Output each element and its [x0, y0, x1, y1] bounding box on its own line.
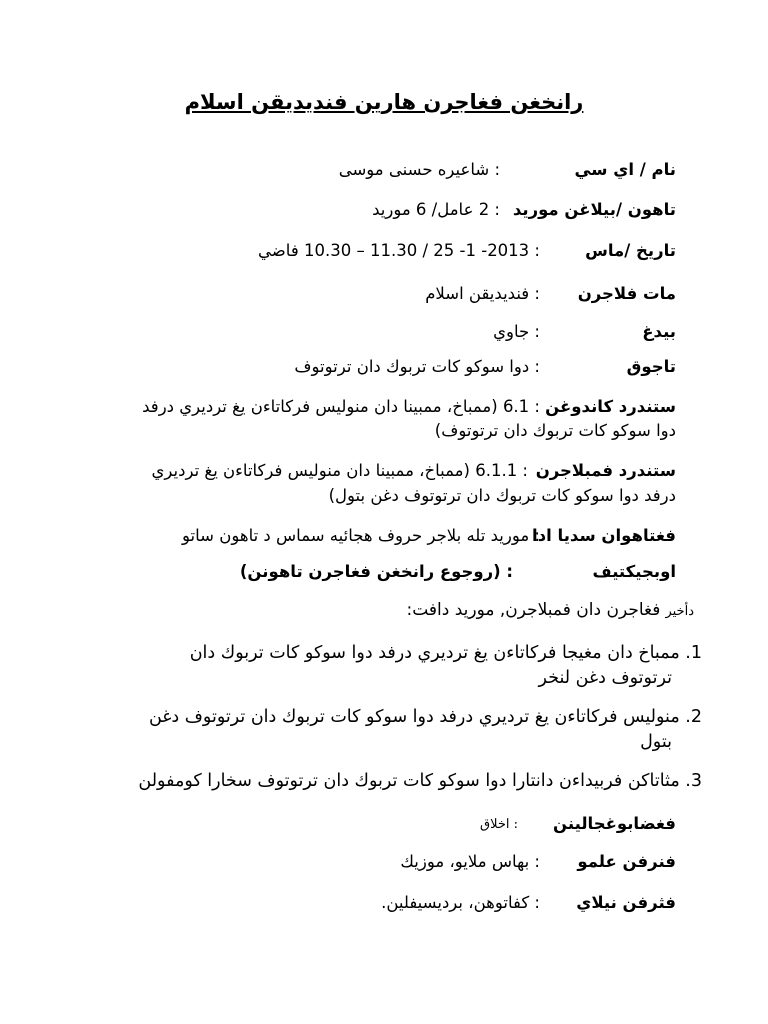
objective-1-line1: [190, 643, 702, 663]
year-class-label: تاهون /بيلاغن موريد: [512, 200, 676, 219]
objective-intro-text: فغاجرن دان فمبلاجرن, موريد دافت:: [406, 600, 661, 620]
prior-knowledge-label: فغتاهوان سديا ادا: [532, 526, 676, 545]
objective-2-text: منوليس فركاتاءن يغ ترديري درفد دوا سوكو كات تربوك دان ترتوتوف دغن: [148, 707, 680, 727]
moral-values-label: فغضابوغجالينن: [553, 814, 676, 833]
values-application-label: فثرفن نيلاي: [576, 893, 676, 912]
subject-value: : فنديديقن اسلام: [425, 284, 540, 303]
objective-3-line1: [138, 771, 702, 791]
content-standard-label: ستندرد كاندوغن: [545, 397, 676, 416]
name-value: : شاعيره حسنى موسى: [338, 160, 500, 179]
year-class-value: : 2 عامل/ 6 موريد: [372, 200, 500, 219]
objective-2-line1: [149, 707, 702, 727]
prior-knowledge-value: : موريد تله بلاجر حروف هجائيه سماس د تاهون ساتو: [182, 526, 540, 545]
topic-label: تاجوق: [626, 357, 676, 376]
subject-label: مات فلاجرن: [577, 284, 676, 303]
page-title: رانخغن فغاجرن هارين فنديديقن اسلام: [184, 90, 584, 114]
learning-standard-line2: درفد دوا سوكو كات تربوك دان ترتوتوف دغن بتول): [328, 486, 676, 505]
objective-3-text: مثاتاكن فربيداءن دانتارا دوا سوكو كات تربوك دان ترتوتوف سخارا كومفولن: [138, 771, 680, 791]
objective-1-number: 1.: [685, 643, 702, 663]
date-time-value: : 2013- 1- 25 / 11.30 – 10.30 فاضي: [258, 241, 540, 260]
learning-standard-line1: : 6.1.1 (ممباخ، ممبينا دان منوليس فركاتاءن يغ ترديري: [151, 461, 528, 480]
learning-standard-label: ستندرد فمبلاجرن: [535, 461, 676, 480]
integration-value: : بهاس ملايو، موزيك: [400, 852, 540, 871]
objective-2-line2: بتول: [640, 732, 672, 752]
moral-values-value: : اخلاق: [479, 817, 518, 832]
topic-value: : دوا سوكو كات تربوك دان ترتوتوف: [294, 357, 540, 376]
objective-label: اوبجيكتيف: [592, 562, 676, 581]
field-label: بيدغ: [642, 322, 676, 341]
field-value: : جاوي: [493, 322, 540, 341]
objective-2-number: 2.: [685, 707, 702, 727]
objective-3-number: 3.: [685, 771, 702, 791]
integration-label: فنرفن علمو: [577, 852, 676, 871]
objective-value: : (روجوع رانخغن فغاجرن تاهونن): [239, 562, 513, 581]
content-standard-line2: دوا سوكو كات تربوك دان ترتوتوف): [434, 421, 676, 440]
objective-intro-small: دأخير: [665, 604, 694, 619]
objective-1-line2: ترتوتوف دغن لنخر: [538, 668, 672, 688]
objective-1-text: ممباخ دان مغيجا فركاتاءن يغ ترديري درفد دوا سوكو كات تربوك دان: [189, 643, 680, 663]
content-standard-line1: : 6.1 (ممباخ، ممبينا دان منوليس فركاتاءن يغ ترديري درفد: [142, 397, 540, 416]
values-application-value: : كفاتوهن، برديسيفلين.: [381, 893, 540, 912]
name-label: نام / اي سي: [574, 160, 676, 179]
date-time-label: تاريخ /ماس: [585, 241, 676, 260]
objective-intro: [406, 600, 694, 620]
